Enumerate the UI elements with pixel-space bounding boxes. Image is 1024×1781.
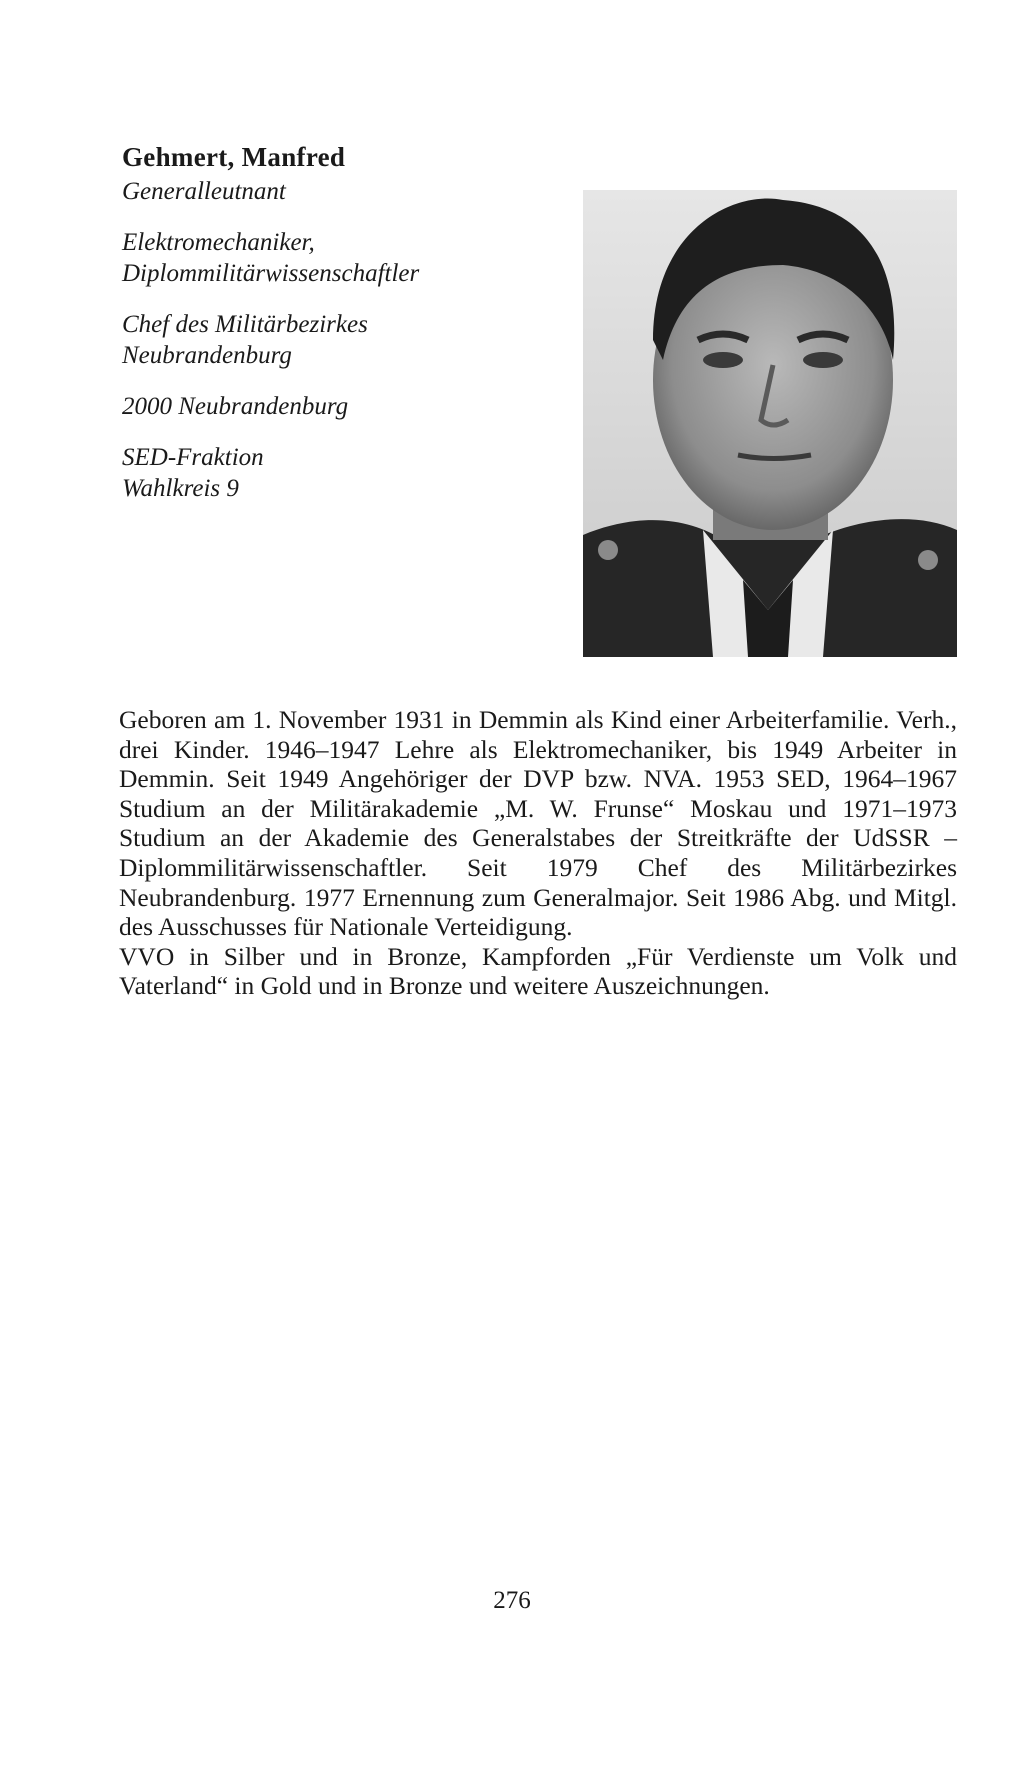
portrait-photo [583, 190, 957, 657]
rank: Generalleutnant [122, 178, 286, 205]
biography-paragraph-2: VVO in Silber und in Bronze, Kampforden „Für Verdienste um Volk und Vaterland“ in Gold und in Bronze und weitere Auszeichnungen. [119, 941, 957, 1001]
position-line-1: Chef des Militärbezirkes [122, 311, 368, 338]
profession-block [122, 227, 562, 289]
portrait-photo-icon [583, 190, 957, 657]
profession-line-2: Diplommilitärwissenschaftler [122, 260, 420, 287]
position-line-2: Neubrandenburg [122, 342, 292, 369]
constituency: Wahlkreis 9 [122, 475, 239, 502]
faction-block [122, 442, 562, 504]
page-number: 276 [493, 1587, 531, 1614]
faction: SED-Fraktion [122, 444, 264, 471]
biography-paragraph-1: Geboren am 1. November 1931 in Demmin als Kind einer Arbeiterfamilie. Verh., drei Kinder. 1946–1947 Lehre als Elektromechaniker, bis 1949 Arbeiter in Demmin. Seit 1949 Angehöriger der DVP bzw. NVA. 1953 SED, 1964–1967 Studium an der Militärakademie „M. W. Frunse“ Moskau und 1971–1973 Studium an der Akademie des Generalstabes der Streitkräfte der UdSSR – Diplommilitärwissenschaftler. Seit 1979 Chef des Militärbezirkes Neubrandenburg. 1977 Ernennung zum Generalmajor. Seit 1986 Abg. und Mitgl. des Ausschusses für Nationale Verteidigung. [119, 705, 957, 942]
profession-line-1: Elektromechaniker, [122, 229, 315, 256]
location: 2000 Neubrandenburg [122, 393, 349, 420]
entry-header [122, 140, 562, 504]
person-name: Gehmert, Manfred [122, 142, 346, 172]
location-block [122, 391, 562, 422]
biography [119, 705, 957, 1001]
position-block [122, 309, 562, 371]
